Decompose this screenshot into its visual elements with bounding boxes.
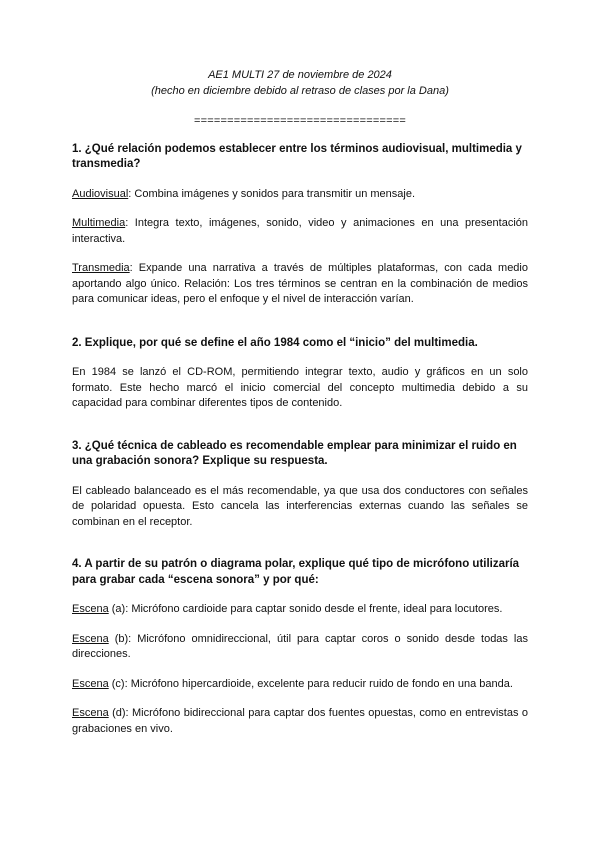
definition-transmedia: : Expande una narrativa a través de múltiples plataformas, con cada medio aportando algo único. Relación: Los tres términos se centran en la combinación de medios para comunicar ideas, pero el enfoque y el nivel de interacción varían. [72,262,528,305]
answer-scene-b [72,632,528,663]
question-1: 1. ¿Qué relación podemos establecer entre los términos audiovisual, multimedia y transmedia? [72,142,522,170]
answer-audiovisual [72,187,528,203]
term-scene: Escena [72,632,109,645]
term-audiovisual: Audiovisual [72,187,129,200]
term-multimedia: Multimedia [72,217,126,229]
definition-multimedia: : Integra texto, imágenes, sonido, video y animaciones en una presentación interactiva. [72,217,528,245]
scene-a-text: (a): Micrófono cardioide para captar sonido desde el frente, ideal para locutores. [108,603,503,615]
answer-scene-a [72,602,528,618]
term-scene: Escena [72,707,109,719]
question-4: 4. A partir de su patrón o diagrama polar, explique qué tipo de micrófono utilizaría para grabar cada “escena sonora” y por qué: [72,558,520,586]
scene-d-text: (d): Micrófono bidireccional para captar dos fuentes opuestas, como en entrevistas o grabaciones en vivo. [72,707,528,735]
header-subtitle: (hecho en diciembre debido al retraso de clases por la Dana) [151,84,449,97]
document-header [72,68,528,99]
document-page [72,68,528,737]
answer-scene-d [72,706,528,737]
answer-3: El cableado balanceado es el más recomendable, ya que usa dos conductores con señales de polaridad opuesta. Esto cancela las interferencias externas cuando las señales se combinan en el receptor. [72,484,528,528]
scene-b-text: (b): Micrófono omnidireccional, útil para captar coros o sonido desde todas las direcciones. [72,632,528,660]
answer-transmedia [72,261,528,308]
term-transmedia: Transmedia [72,262,130,274]
separator-line: ================================ [194,115,406,127]
answer-2: En 1984 se lanzó el CD-ROM, permitiendo integrar texto, audio y gráficos en un solo formato. Este hecho marcó el inicio comercial del concepto multimedia debido a su capacidad para combinar diferentes tipos de contenido. [72,366,528,409]
question-2: 2. Explique, por qué se define el año 1984 como el “inicio” del multimedia. [72,336,478,349]
term-scene: Escena [72,603,109,615]
term-scene: Escena [72,677,109,690]
definition-audiovisual: : Combina imágenes y sonidos para transmitir un mensaje. [128,187,416,200]
question-3: 3. ¿Qué técnica de cableado es recomendable emplear para minimizar el ruido en una grabación sonora? Explique su respuesta. [72,439,517,467]
answer-scene-c [72,677,528,693]
answer-multimedia [72,216,528,247]
header-title: AE1 MULTI 27 de noviembre de 2024 [208,69,392,81]
scene-c-text: (c): Micrófono hipercardioide, excelente para reducir ruido de fondo en una banda. [108,677,513,690]
